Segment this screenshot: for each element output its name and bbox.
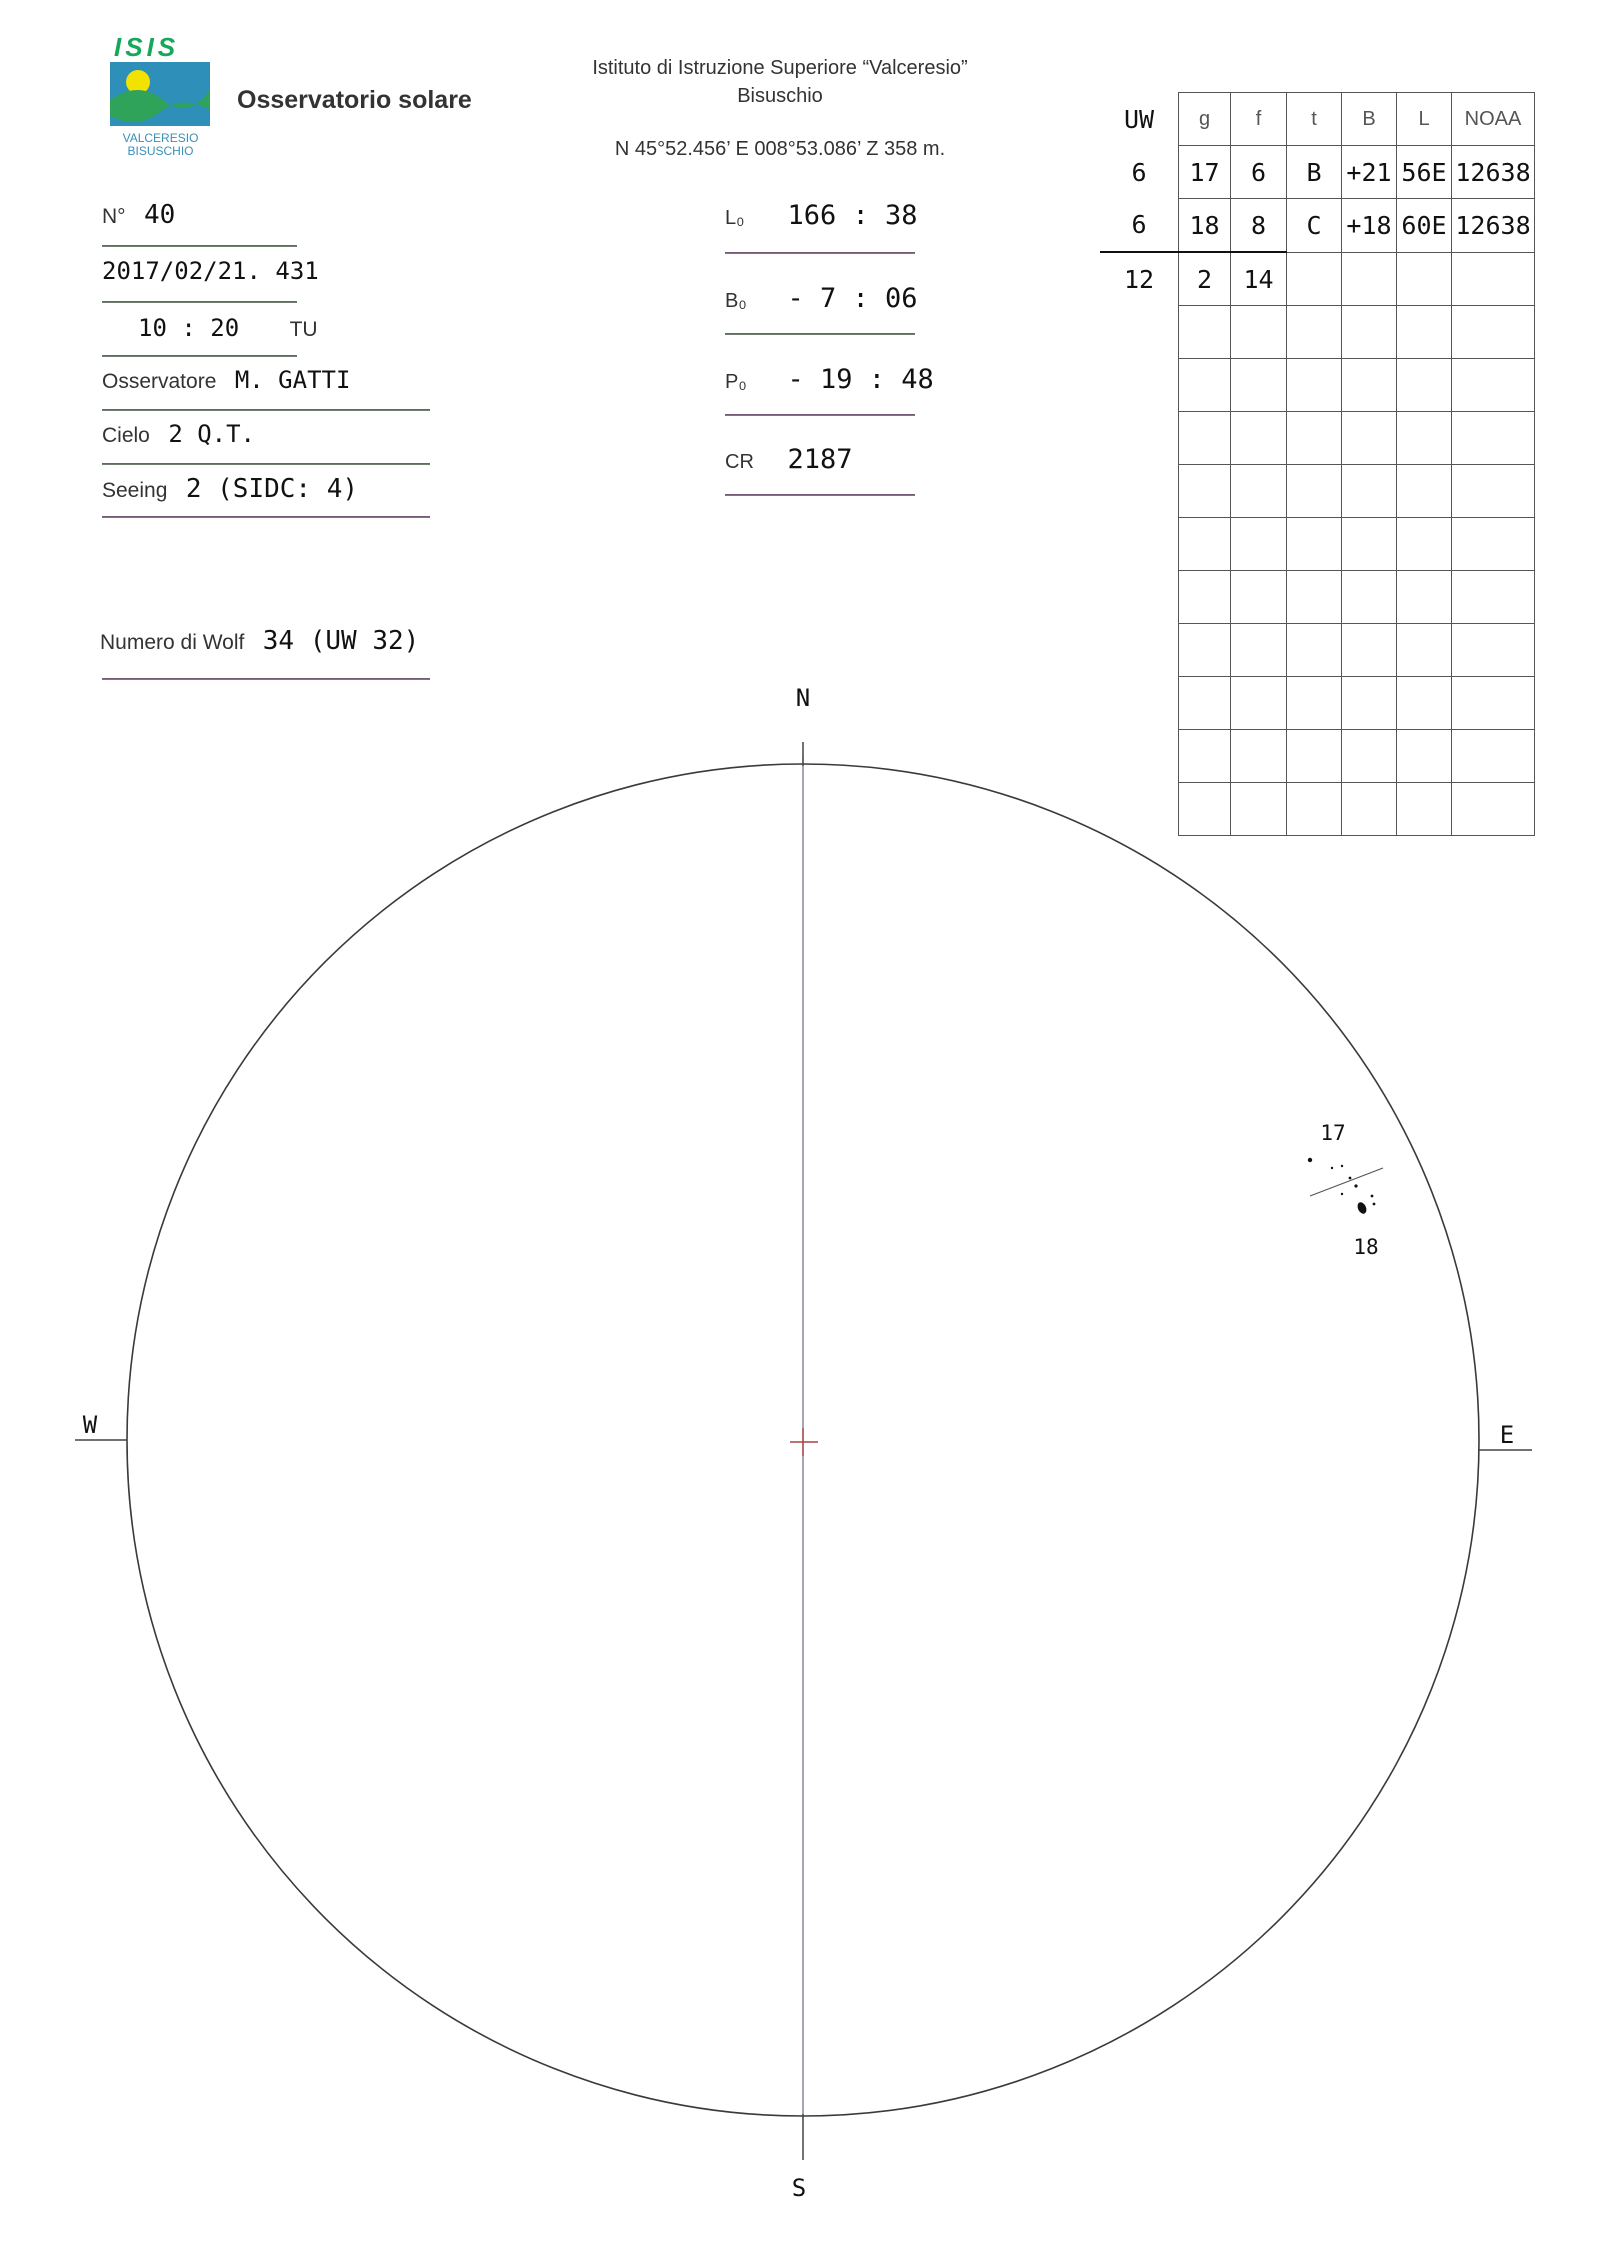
table-cell: B — [1287, 146, 1342, 199]
table-cell: 12638 — [1452, 199, 1535, 253]
cr-label: CR — [725, 451, 754, 473]
west-label: W — [82, 1411, 98, 1439]
observatory-coordinates: N 45°52.456’ E 008°53.086’ Z 358 m. — [614, 138, 946, 160]
observer-value: M. GATTI — [234, 366, 351, 394]
sunspot — [1356, 1201, 1368, 1215]
number-value: 40 — [144, 200, 176, 230]
table-header-cell: L — [1397, 93, 1452, 146]
sunspot — [1371, 1195, 1374, 1198]
table-cell: 18 — [1179, 199, 1231, 253]
table-header-cell: t — [1287, 93, 1342, 146]
east-label: E — [1499, 1421, 1515, 1449]
table-cell: 12638 — [1452, 146, 1535, 199]
sunspot-group — [1308, 1158, 1376, 1215]
group-17-label: 17 — [1320, 1121, 1346, 1145]
table-cell: 2 — [1179, 252, 1231, 306]
sky-value: 2 Q.T. — [168, 420, 256, 448]
seeing-value: 2 (SIDC: 4) — [185, 474, 359, 504]
time-value: 10 : 20 — [138, 314, 240, 342]
l0-label: L₀ — [725, 207, 745, 229]
south-label: S — [791, 2174, 807, 2202]
table-cell: 6 — [1100, 199, 1179, 253]
table-cell: 6 — [1100, 146, 1179, 199]
b0-value: - 7 : 06 — [787, 283, 918, 314]
sunspot — [1349, 1177, 1352, 1180]
l0-value: 166 : 38 — [787, 200, 918, 231]
table-cell: 8 — [1231, 199, 1287, 253]
sky-label: Cielo — [102, 424, 150, 447]
table-header-cell: f — [1231, 93, 1287, 146]
p0-label: P₀ — [725, 371, 747, 393]
table-cell: +18 — [1342, 199, 1397, 253]
time-unit: TU — [289, 318, 318, 341]
table-cell: 14 — [1231, 252, 1287, 306]
sunspot — [1373, 1203, 1376, 1206]
sunspot — [1354, 1184, 1357, 1187]
number-label: N° — [102, 205, 126, 228]
sunspot — [1308, 1158, 1312, 1162]
page-title: Osservatorio solare — [237, 86, 472, 114]
table-cell: 6 — [1231, 146, 1287, 199]
table-cell: C — [1287, 199, 1342, 253]
sunspot — [1341, 1193, 1343, 1195]
p0-value: - 19 : 48 — [787, 364, 934, 395]
seeing-label: Seeing — [102, 479, 168, 502]
group-separator-line — [1310, 1168, 1383, 1196]
institute-line2: Bisuschio — [737, 85, 823, 107]
logo-sub1: VALCERESIO — [122, 131, 199, 145]
observer-label: Osservatore — [102, 370, 217, 393]
table-header-cell: g — [1179, 93, 1231, 146]
logo-sub2: BISUSCHIO — [127, 144, 194, 158]
group-18-label: 18 — [1353, 1235, 1379, 1259]
logo-wordmark: ISIS — [114, 32, 180, 62]
table-header-cell: UW — [1100, 93, 1179, 146]
sunspot — [1331, 1167, 1333, 1169]
table-cell: +21 — [1342, 146, 1397, 199]
cr-value: 2187 — [787, 444, 853, 475]
institute-line1: Istituto di Istruzione Superiore “Valceresio” — [592, 57, 968, 79]
table-cell: 12 — [1100, 252, 1179, 306]
sunspot — [1341, 1165, 1343, 1167]
north-label: N — [795, 684, 811, 712]
wolf-number-value: 34 (UW 32) — [262, 626, 420, 656]
table-cell: 60E — [1397, 199, 1452, 253]
table-cell: 56E — [1397, 146, 1452, 199]
table-header-cell: B — [1342, 93, 1397, 146]
table-cell: 17 — [1179, 146, 1231, 199]
table-header-cell: NOAA — [1452, 93, 1535, 146]
b0-label: B₀ — [725, 290, 747, 312]
date-value: 2017/02/21. 431 — [102, 257, 319, 285]
wolf-number-label: Numero di Wolf — [100, 631, 245, 654]
